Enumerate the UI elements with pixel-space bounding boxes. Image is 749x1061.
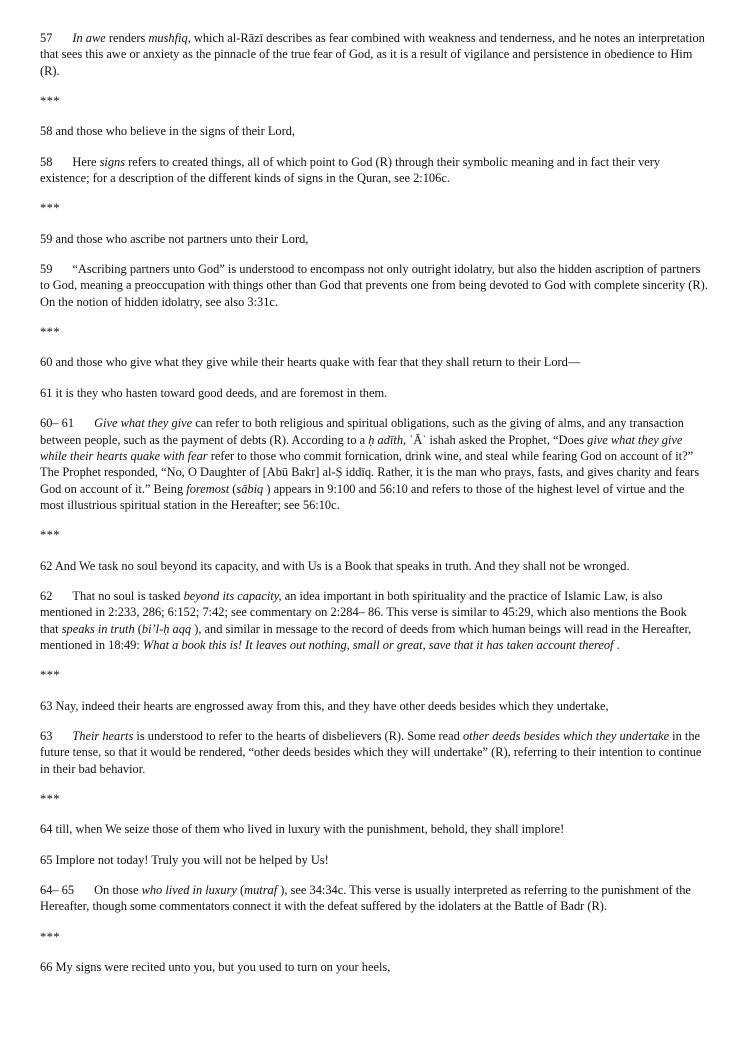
section-separator: *** — [40, 528, 61, 543]
section-separator: *** — [40, 792, 61, 806]
commentary-number: 62 — [40, 588, 53, 603]
commentary-paragraph — [40, 588, 708, 653]
verse-line — [40, 231, 708, 247]
verse-number: 65 — [40, 852, 53, 867]
verse-number: 61 — [40, 385, 53, 400]
verse-text: it is they who hasten toward good deeds, and are foremost in them. — [55, 385, 388, 400]
section-separator: *** — [40, 94, 61, 109]
section-separator: *** — [40, 929, 61, 944]
verse-text: My signs were recited unto you, but you used to turn on your heels, — [55, 960, 391, 975]
verse-number: 66 — [40, 960, 53, 975]
section-separator: *** — [40, 668, 61, 683]
commentary-number: 57 — [40, 31, 53, 45]
commentary-number: 58 — [40, 154, 53, 169]
commentary-number: 64– 65 — [40, 883, 75, 898]
verse-number: 58 — [40, 124, 53, 139]
verse-line — [40, 123, 708, 139]
verse-text: And We task no soul beyond its capacity, and with Us is a Book that speaks in truth. And they shall not be wronged. — [54, 558, 630, 573]
commentary-number: 60– 61 — [40, 416, 75, 431]
verse-line — [40, 354, 708, 370]
verse-line — [40, 821, 708, 837]
commentary-text: In awe renders mushfiq, which al-Rāzī describes as fear combined with weakness and tenderness, and he notes an interpretation that sees this awe or anxiety as the pinnacle of the true fear of God, as it is a result of vigilance and persistence in obedience to Him (R). — [40, 31, 705, 78]
verse-text: till, when We seize those of them who lived in luxury with the punishment, behold, they shall implore! — [55, 822, 565, 837]
verse-line — [40, 959, 708, 975]
verse-number: 62 — [40, 558, 53, 573]
commentary-text: Give what they give can refer to both religious and spiritual obligations, such as the giving of alms, and any transaction between people, such as the payment of debts (R). According to a ḥ adīth, ʿĀʾ ishah asked the Prophet, “Does give what they give while their hearts quake with fear refer to those who commit fornication, drink wine, and steal while fearing God on account of it?” The Prophet responded, “No, O Daughter of [Abū Bakr] al-Ṣ iddīq. Rather, it is the man who prays, fasts, and gives charity and fears God on account of it.” Being foremost (sābiq ) appears in 9:100 and 56:10 and refers to those of the highest level of virtue and the most illustrious spiritual station in the Hereafter; see 56:10c. — [40, 416, 700, 512]
verse-number: 63 — [40, 698, 53, 713]
document-body — [40, 30, 708, 989]
commentary-number: 59 — [40, 262, 53, 277]
commentary-paragraph — [40, 728, 708, 777]
commentary-paragraph — [40, 30, 708, 79]
commentary-paragraph — [40, 415, 708, 513]
verse-line — [40, 698, 708, 714]
verse-number: 64 — [40, 822, 53, 837]
verse-number: 60 — [40, 355, 53, 370]
verse-line — [40, 852, 708, 868]
commentary-text: Here signs refers to created things, all of which point to God (R) through their symbolic meaning and in fact their very existence; for a description of the different kinds of signs in the Quran, see 2:106c. — [40, 154, 661, 186]
verse-text: Nay, indeed their hearts are engrossed away from this, and they have other deeds besides which they undertake, — [55, 698, 609, 713]
verse-line — [40, 385, 708, 401]
verse-text: and those who ascribe not partners unto their Lord, — [55, 231, 309, 246]
commentary-paragraph — [40, 882, 708, 915]
section-separator: *** — [40, 201, 61, 216]
commentary-paragraph — [40, 154, 708, 187]
verse-text: and those who believe in the signs of their Lord, — [55, 124, 295, 139]
verse-text: and those who give what they give while their hearts quake with fear that they shall return to their Lord— — [55, 355, 581, 370]
commentary-text: Their hearts is understood to refer to the hearts of disbelievers (R). Some read other deeds besides which they undertake in the future tense, so that it would be rendered, “other deeds besides which they will undertake” (R), referring to their intention to continue in their bad behavior. — [40, 728, 702, 776]
commentary-paragraph — [40, 261, 708, 310]
verse-text: Implore not today! Truly you will not be helped by Us! — [55, 852, 329, 867]
commentary-text: That no soul is tasked beyond its capacity, an idea important in both spirituality and the practice of Islamic Law, is also mentioned in 2:233, 286; 6:152; 7:42; see commentary on 2:284– 86. This verse is similar to 45:29, which also mentions the Book that speaks in truth (bi’l-ḥ aqq ), and similar in message to the record of deeds from which human beings will read in the Hereafter, mentioned in 18:49: What a book this is! It leaves out nothing, small or great, save that it has taken account thereof . — [40, 588, 692, 652]
commentary-number: 63 — [40, 728, 53, 743]
commentary-text: On those who lived in luxury (mutraf ), see 34:34c. This verse is usually interpreted as referring to the punishment of the Hereafter, though some commentators connect it with the defeat suffered by the idolaters at the Battle of Badr (R). — [40, 883, 691, 914]
commentary-text: “Ascribing partners unto God” is understood to encompass not only outright idolatry, but also the hidden ascription of partners to God, meaning a preoccupation with things other than God that prevents one from being devoted to God with complete sincerity (R). On the notion of hidden idolatry, see also 3:31c. — [40, 262, 708, 309]
section-separator: *** — [40, 325, 61, 340]
verse-line — [40, 558, 708, 574]
verse-number: 59 — [40, 231, 53, 246]
